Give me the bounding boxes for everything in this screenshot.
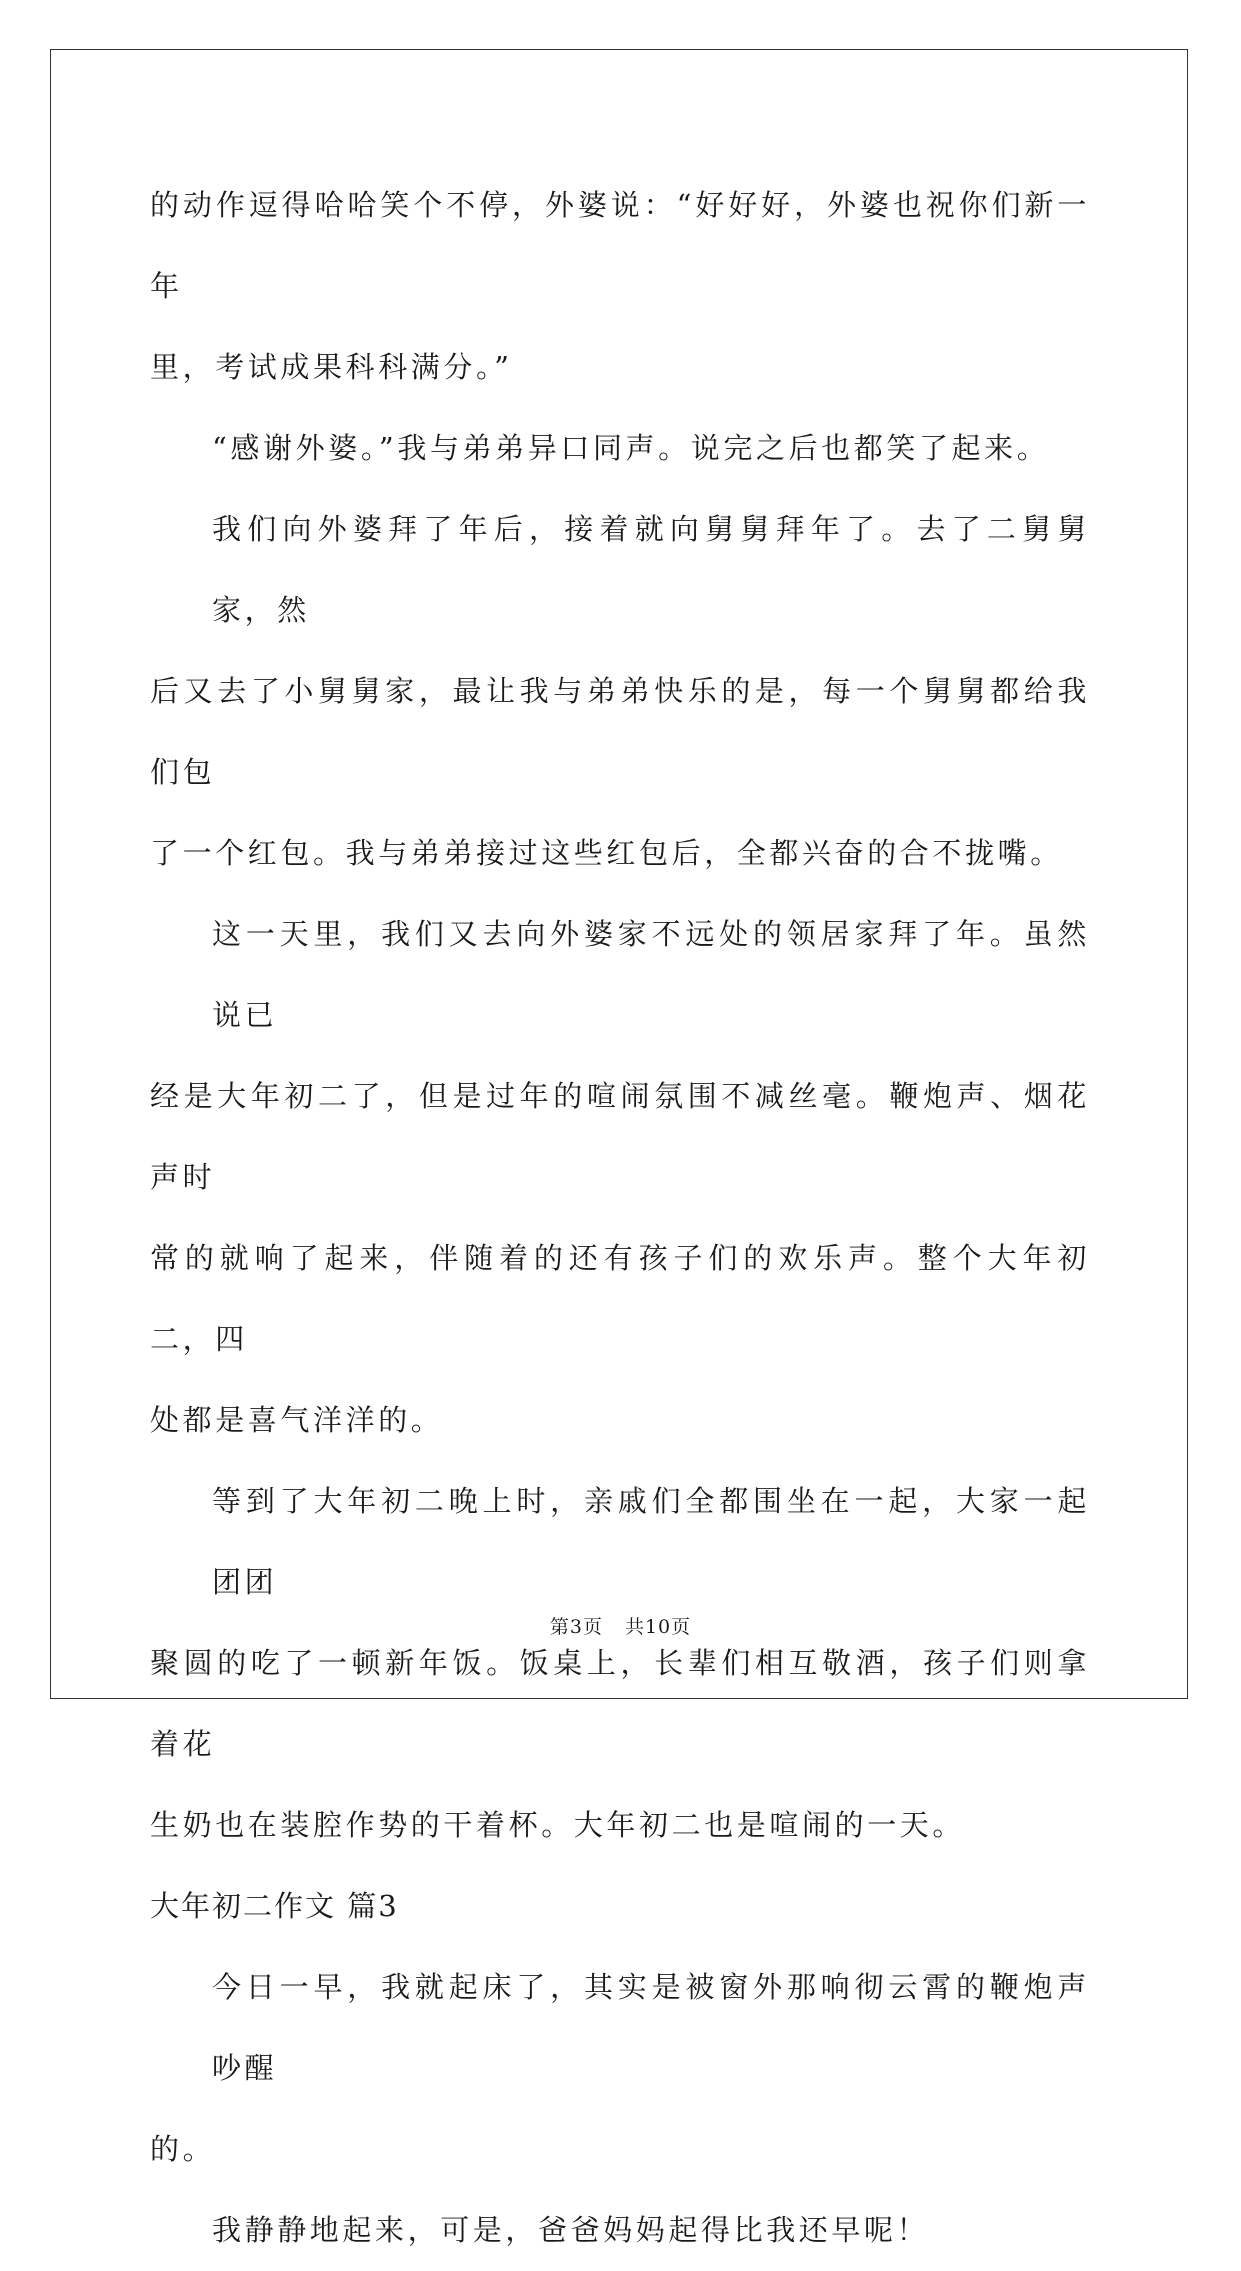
text-line: 等到了大年初二晚上时，亲戚们全都围坐在一起，大家一起团团 <box>212 1484 1090 1599</box>
text-line: “感谢外婆。”我与弟弟异口同声。说完之后也都笑了起来。 <box>212 431 1050 465</box>
text-line: 经是大年初二了，但是过年的喧闹氛围不减丝毫。鞭炮声、烟花声时 <box>150 1079 1090 1194</box>
paragraph-2 <box>150 408 1090 489</box>
text-line: 的动作逗得哈哈笑个不停，外婆说：“好好好，外婆也祝你们新一年 <box>150 188 1090 303</box>
text-line: 聚圆的吃了一顿新年饭。饭桌上，长辈们相互敬酒，孩子们则拿着花 <box>150 1646 1090 1761</box>
text-line: 这一天里，我们又去向外婆家不远处的领居家拜了年。虽然说已 <box>212 917 1090 1032</box>
document-body <box>150 165 1090 2271</box>
paragraph-1 <box>150 165 1090 408</box>
page-number: 第3页 <box>549 1616 603 1638</box>
text-line: 了一个红包。我与弟弟接过这些红包后，全都兴奋的合不拢嘴。 <box>150 836 1063 870</box>
paragraph-5 <box>150 1461 1090 1866</box>
paragraph-4 <box>150 894 1090 1461</box>
text-line: 我静静地起来，可是，爸爸妈妈起得比我还早呢！ <box>212 2213 930 2247</box>
text-line: 我们向外婆拜了年后，接着就向舅舅拜年了。去了二舅舅家，然 <box>212 512 1090 627</box>
text-line: 生奶也在装腔作势的干着杯。大年初二也是喧闹的一天。 <box>150 1808 966 1842</box>
text-line: 常的就响了起来，伴随着的还有孩子们的欢乐声。整个大年初二，四 <box>150 1241 1090 1356</box>
paragraph-3 <box>150 489 1090 894</box>
paragraph-7 <box>150 2190 1090 2271</box>
paragraph-6 <box>150 1947 1090 2190</box>
text-line: 处都是喜气洋洋的。 <box>150 1403 444 1437</box>
page-total: 共10页 <box>624 1616 692 1638</box>
section-heading: 大年初二作文 篇3 <box>150 1889 399 1923</box>
text-line: 的。 <box>150 2132 216 2166</box>
text-line: 里，考试成果科科满分。” <box>150 350 513 384</box>
text-line: 今日一早，我就起床了，其实是被窗外那响彻云霄的鞭炮声吵醒 <box>212 1970 1090 2085</box>
text-line: 后又去了小舅舅家，最让我与弟弟快乐的是，每一个舅舅都给我们包 <box>150 674 1090 789</box>
page-footer <box>0 1612 1241 1639</box>
